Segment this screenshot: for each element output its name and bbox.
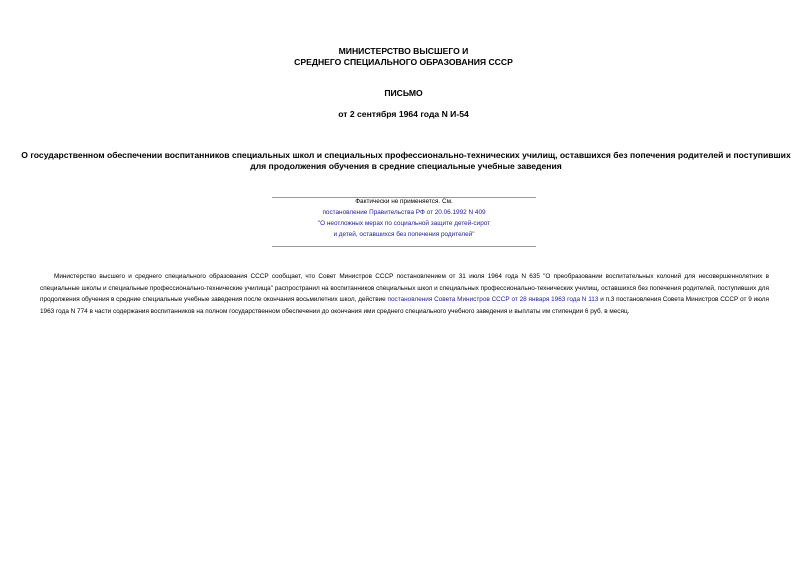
ministry-line-1: МИНИСТЕРСТВО ВЫСШЕГО И xyxy=(338,46,469,56)
body-text-part-1: Министерство высшего и среднего специального образования СССР сообщает, что Совет Министров СССР постановлением от 31 июля 1964 года N 635 "О преобразовании воспитательных колоний для несовершеннолетних в специальные школы и специальные профессионально-технические училища" распространил на воспитанников специальных школ и специальных профессионально-технических училищ, оставшихся без попечения родителей, поступивших для продолжения обучения в средние специальные учебные заведения после окончания восьмилетних школ, действие xyxy=(40,273,769,303)
document-title: О государственном обеспечении воспитанников специальных школ и специальных профессионально-технических училищ, оставшихся без попечения родителей и поступивших для продолжения обучения в средние специальные учебные заведения xyxy=(21,150,791,171)
notice-text: Фактически не применяется. См. xyxy=(355,198,453,205)
body-link-resolution[interactable]: постановления Совета Министров СССР от 28 января 1963 года N 113 xyxy=(387,296,599,303)
document-type: ПИСЬМО xyxy=(384,88,423,98)
document-date-number: от 2 сентября 1964 года N И-54 xyxy=(338,109,469,119)
notice-link-resolution[interactable]: постановление Правительства РФ от 20.06.1992 N 409 xyxy=(322,209,486,216)
notice-link-title-1[interactable]: "О неотложных мерах по социальной защите детей-сирот xyxy=(317,220,491,227)
notice-bottom-rule xyxy=(272,246,536,247)
applicability-notice xyxy=(272,196,536,240)
body-text-part-2: и п.3 постановления Совета Министров СССР от 9 июля 1963 года N 774 в части содержания воспитанников на полном государственном обеспечении до окончания ими среднего специального учебного заведения и выплаты им стипендии 6 руб. в месяц. xyxy=(40,296,769,315)
ministry-line-2: СРЕДНЕГО СПЕЦИАЛЬНОГО ОБРАЗОВАНИЯ СССР xyxy=(294,56,513,67)
ministry-header xyxy=(0,46,807,67)
notice-link-title-2[interactable]: и детей, оставшихся без попечения родителей" xyxy=(333,231,475,238)
body-paragraph xyxy=(40,271,769,317)
